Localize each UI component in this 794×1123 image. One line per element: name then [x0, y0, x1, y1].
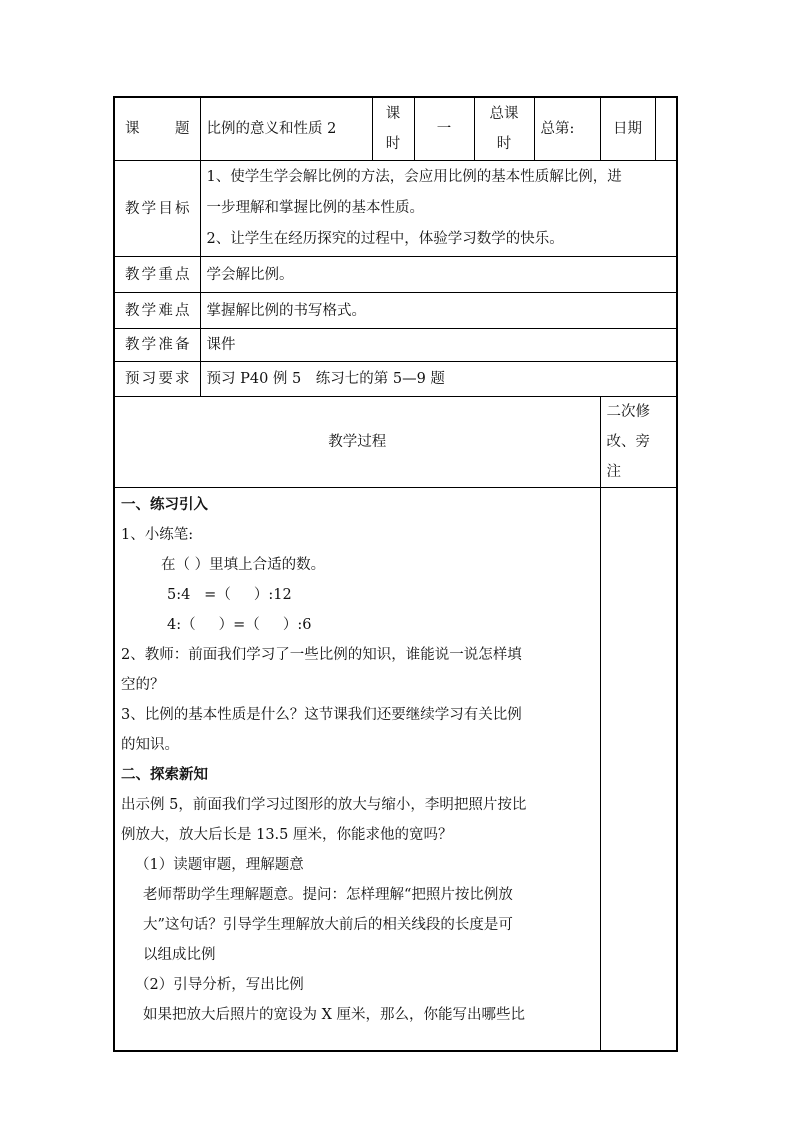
preparation-value: 课件	[200, 329, 677, 362]
total-lessons-label: 总课时	[474, 97, 534, 161]
preview-label: 预习要求	[114, 362, 200, 397]
process-title: 教学过程	[114, 397, 600, 488]
side-notes-title-line-1: 二次修改、旁	[606, 404, 650, 450]
subject-label: 课 题	[114, 97, 200, 161]
objective-line-3: 2、让学生在经历探究的过程中，体验学习数学的快乐。	[206, 231, 564, 247]
difficulty-value: 掌握解比例的书写格式。	[200, 293, 677, 329]
objective-line-2: 一步理解和掌握比例的基本性质。	[206, 200, 424, 216]
process-line: 3、比例的基本性质是什么？这节课我们还要继续学习有关比例	[121, 707, 522, 723]
objectives-content	[200, 161, 677, 257]
process-header-row	[114, 397, 677, 488]
process-line: 在（ ）里填上合适的数。	[161, 557, 326, 573]
objective-line-1: 1、使学生学会解比例的方法，会应用比例的基本性质解比例，进	[206, 169, 622, 185]
process-line: 的知识。	[121, 737, 179, 753]
side-notes-title	[600, 397, 677, 488]
process-line: 空的？	[121, 677, 165, 693]
subject-value: 比例的意义和性质 2	[200, 97, 372, 161]
process-line: 4:（ ）=（ ）:6	[167, 617, 312, 633]
objectives-label: 教学目标	[114, 161, 200, 257]
side-notes-title-line-2: 注	[606, 464, 621, 480]
process-line: （2）引导分析，写出比例	[135, 977, 304, 993]
process-line: 2、教师：前面我们学习了一些比例的知识，谁能说一说怎样填	[121, 647, 522, 663]
date-label: 日期	[600, 97, 655, 161]
key-point-label: 教学重点	[114, 257, 200, 293]
total-number-label: 总第:	[534, 97, 600, 161]
difficulty-row	[114, 293, 677, 329]
lesson-plan-table	[113, 96, 678, 1052]
lesson-value: 一	[414, 97, 474, 161]
process-line: 大”这句话？引导学生理解放大前后的相关线段的长度是可	[143, 917, 513, 933]
process-body-row	[114, 488, 677, 1052]
process-line: 如果把放大后照片的宽设为 X 厘米，那么，你能写出哪些比	[143, 1007, 526, 1023]
key-point-value: 学会解比例。	[200, 257, 677, 293]
key-point-row	[114, 257, 677, 293]
process-line: （1）读题审题，理解题意	[135, 857, 304, 873]
process-line: 1、小练笔:	[121, 527, 194, 543]
preview-row	[114, 362, 677, 397]
process-line: 以组成比例	[143, 947, 216, 963]
process-line: 老师帮助学生理解题意。提问：怎样理解“把照片按比例放	[143, 887, 513, 903]
process-line: 例放大，放大后长是 13.5 厘米，你能求他的宽吗？	[121, 827, 453, 843]
date-value	[655, 97, 677, 161]
difficulty-label: 教学难点	[114, 293, 200, 329]
header-row	[114, 97, 677, 161]
side-notes-area	[600, 488, 677, 1052]
process-line: 5:4 =（ ）:12	[167, 587, 292, 603]
section-heading-intro: 一、练习引入	[121, 496, 208, 513]
process-line: 出示例 5，前面我们学习过图形的放大与缩小，李明把照片按比	[121, 797, 527, 813]
preparation-label: 教学准备	[114, 329, 200, 362]
preparation-row	[114, 329, 677, 362]
section-heading-explore: 二、探索新知	[121, 766, 208, 783]
process-content	[114, 488, 600, 1052]
preview-value: 预习 P40 例 5 练习七的第 5—9 题	[200, 362, 677, 397]
objectives-row	[114, 161, 677, 257]
lesson-label: 课时	[372, 97, 414, 161]
